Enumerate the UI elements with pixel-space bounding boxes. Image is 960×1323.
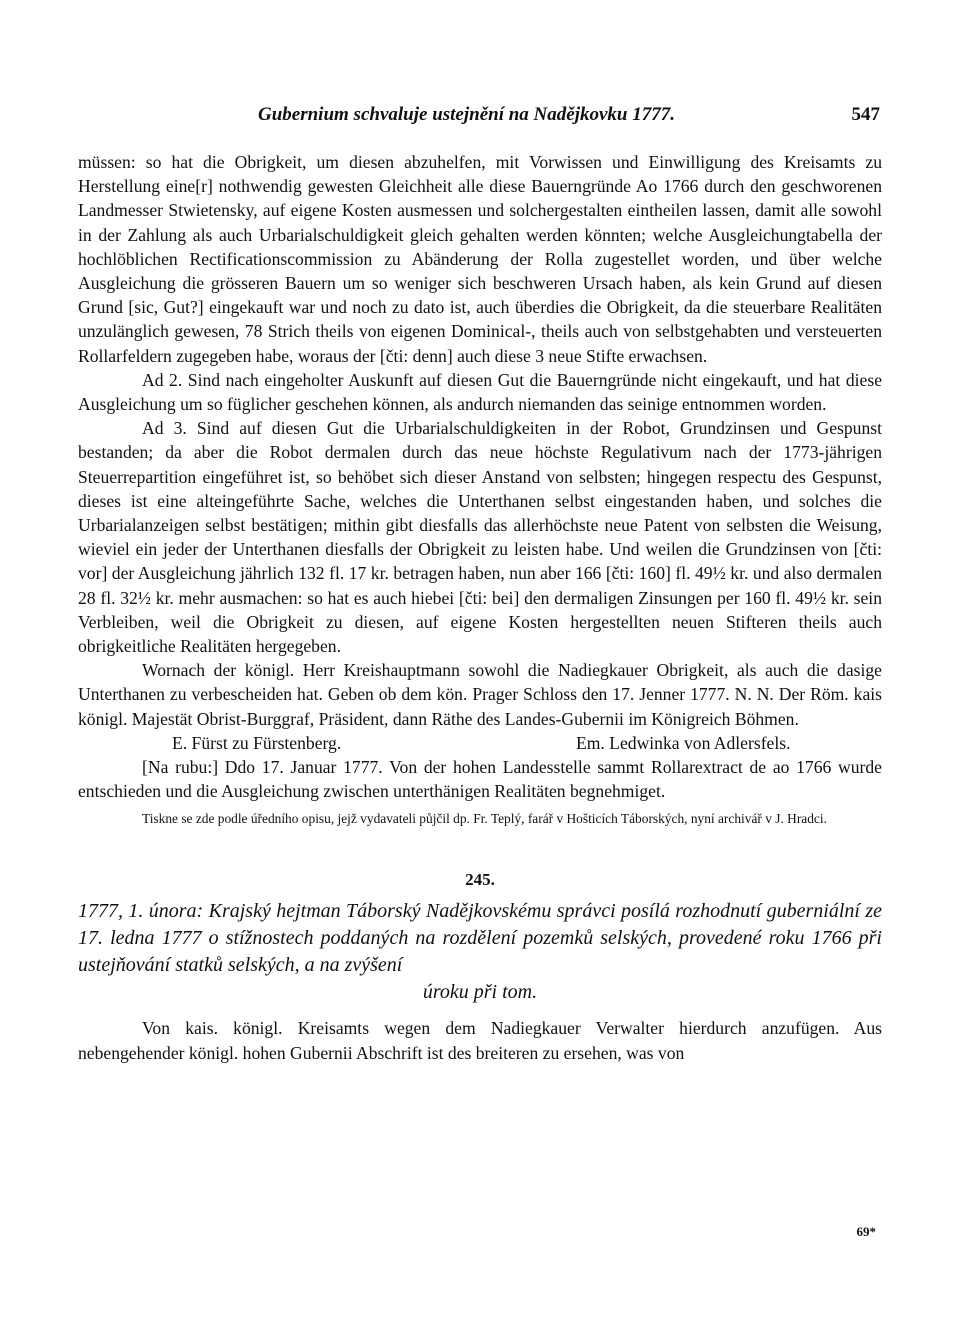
main-text bbox=[78, 150, 882, 1065]
signature-block bbox=[78, 731, 882, 755]
document-number: 245. bbox=[465, 870, 495, 890]
paragraph-closing: Wornach der königl. Herr Kreishauptmann sowohl die Nadiegkauer Obrigkeit, als auch die dasige Unterthanen zu verbescheiden hat. Geben ob dem kön. Prager Schloss den 17. Jenner 1777. N. N. Der Röm. kais königl. Majestät Obrist-Burggraf, Präsident, dann Räthe des Landes-Gubernii im Königreich Böhmen. bbox=[78, 660, 882, 729]
running-header bbox=[0, 104, 960, 132]
document-paragraph-1: Von kais. königl. Kreisamts wegen dem Nadiegkauer Verwalter hierdurch anzufügen. Aus nebengehender königl. hohen Gubernii Abschrift ist des breiteren zu ersehen, was von bbox=[78, 1018, 882, 1063]
signature-ledwinka: Em. Ledwinka von Adlersfels. bbox=[576, 732, 791, 753]
document-heading-main: 1777, 1. února: Krajský hejtman Táborský Nadějkovskému správci posílá rozhodnutí guberniální ze 17. ledna 1777 o stížnostech poddaných na rozdělení pozemků selských, provedené roku 1766 při ustejňování statků selských, a na zvýšení bbox=[78, 900, 882, 977]
page-number: 547 bbox=[851, 104, 880, 125]
sheet-signature: 69* bbox=[856, 1224, 876, 1239]
document-heading bbox=[78, 898, 882, 1006]
paragraph-reverse-note: [Na rubu:] Ddo 17. Januar 1777. Von der hohen Landesstelle sammt Rollarextract de ao 1766 wurde entschieden und die Ausgleichung zwischen unterthänigen Realitäten begnehmiget. bbox=[78, 756, 882, 802]
signature-furstenberg: E. Fürst zu Fürstenberg. bbox=[172, 732, 342, 753]
footnote: Tiskne se zde podle úředního opisu, jejž vydavateli půjčil dp. Fr. Teplý, farář v Hošticích Táborských, nyní archivář v J. Hradci. bbox=[142, 811, 827, 827]
paragraph-1: müssen: so hat die Obrigkeit, um diesen abzuhelfen, mit Vorwissen und Einwilligung des Kreisamts zu Herstellung eine[r] nothwendig gewesten Gleichheit alle diese Bauerngründe Ao 1766 durch den geschworenen Landmesser Stwietensky, auf eigene Kosten ausmessen und solchergestalten eintheilen lassen, damit alle sowohl in der Zahlung als auch Urbarialschuldigkeit gleich gehalten werden könnten; welche Ausgleichungtabella der hochlöblichen Rectificationscommission zu Abänderung der Rolla zugestellet worden, und über welche Ausgleichung die grösseren Bauern um so weniger sich beschweren Ursach haben, als kein Grund auf diesen Grund [sic, Gut?] eingekauft war und noch zu dato ist, auch überdies die Obrigkeit, da die steuerbare Realitäten unzulänglich gewesen, 78 Strich theils von eigenen Dominical-, theils auch von selbstgehabten und versteuerten Rollarfeldern zugegeben habe, woraus der [čti: denn] auch diese 3 neue Stifte erwachsen. bbox=[78, 152, 882, 366]
paragraph-ad-2: Ad 2. Sind nach eingeholter Auskunft auf diesen Gut die Bauerngründe nicht eingekauft, und hat diese Ausgleichung um so füglicher geschehen können, als andurch niemanden das seinige entnommen worden. bbox=[78, 369, 882, 415]
running-title: Gubernium schvaluje ustejnění na Nadějkovku 1777. bbox=[258, 104, 675, 125]
paragraph-ad-3: Ad 3. Sind auf diesen Gut die Urbarialschuldigkeiten in der Robot, Grundzinsen und Gespunst bestanden; da aber die Robot dermalen durch das neue höchste Regulativum nach der 1773-jährigen Steuerrepartition eingeführet ist, so behöbet sich dieser Anstand von selbsten; hingegen respectu des Gespunst, dieses ist eine alteingeführte Sache, welches die Unterthanen selbst eingestanden haben, und solches die Urbarialanzeigen selbst bestätigen; mithin gibt diesfalls das allerhöchste neue Patent von selbsten die Weisung, wieviel ein jeder der Unterthanen diesfalls der Obrigkeit zu leisten habe. Und weilen die Grundzinsen von [čti: vor] der Ausgleichung jährlich 132 fl. 17 kr. betragen haben, nun aber 166 [čti: 160] fl. 49½ kr. und also dermalen 28 fl. 32½ kr. mehr ausmachen: so hat es auch hiebei [čti: bei] den dermaligen Zinsungen per 160 fl. 49½ kr. sein Verbleiben, weil die Obrigkeit zu diesen, auf eigene Kosten hergestellten neuen Stifteren theils auch obrigkeitliche Realitäten hergegeben. bbox=[78, 418, 882, 657]
document-heading-last-line: úroku při tom. bbox=[422, 981, 538, 1004]
